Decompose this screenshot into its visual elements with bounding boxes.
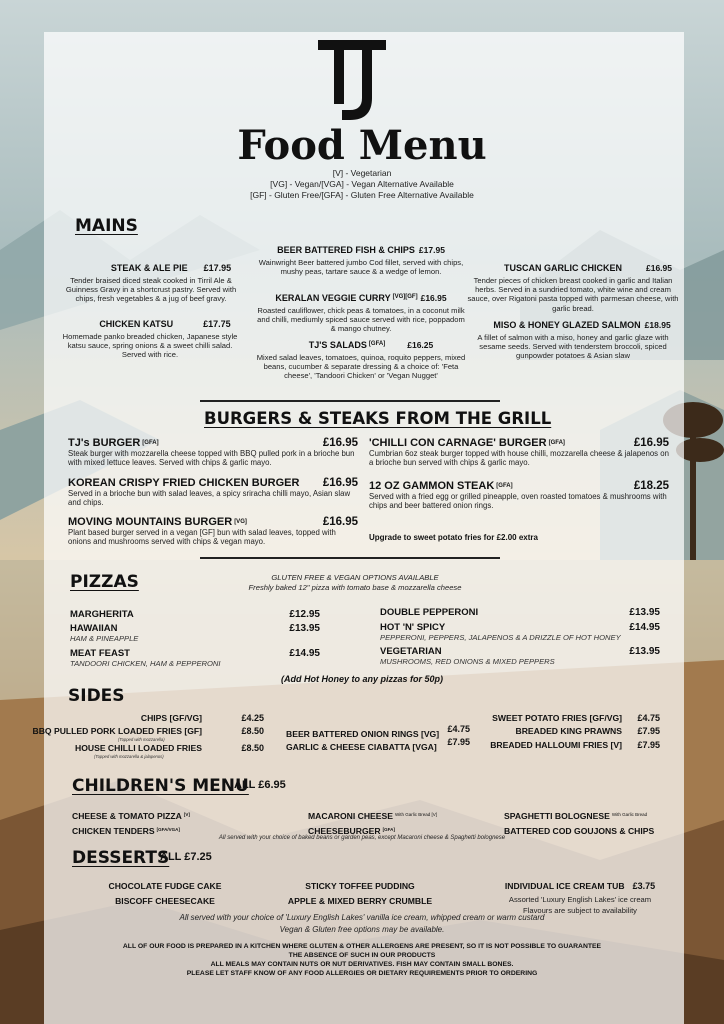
desserts-price: ALL £7.25 xyxy=(160,851,212,863)
menu-item: BEER BATTERED FISH & CHIPS £17.95 Wainwright Beer battered jumbo Cod fillet, served with chips, mushy peas, tartare sauce & a wedge of lemon. xyxy=(258,245,464,277)
menu-item: SPAGHETTI BOLOGNESE With Garlic Bread xyxy=(504,811,648,821)
pizzas-heading: PIZZAS xyxy=(70,572,139,592)
dietary-legend: [V] - Vegetarian [VG] - Vegan/[VGA] - Vegan Alternative Available [GF] - Gluten Free/[GFA] - Gluten Free Alternative Available xyxy=(250,168,474,200)
desserts-note: All served with your choice of 'Luxury English Lakes' vanilla ice cream, whipped cream or warm custard Vegan & Gluten free options may be available. xyxy=(179,913,545,934)
menu-item: MEAT FEAST £14.95 TANDOORI CHICKEN, HAM & PEPPERONI xyxy=(70,648,320,668)
menu-item: MARGHERITA £12.95 xyxy=(70,609,320,620)
grill-heading: BURGERS & STEAKS FROM THE GRILL xyxy=(204,409,552,428)
desserts-heading: DESSERTS xyxy=(72,848,170,868)
menu-item: CHICKEN KATSU £17.75 Homemade panko breaded chicken, Japanese style katsu sauce, spring onions & a sweet chilli salad. Served with rice. xyxy=(62,319,238,360)
divider xyxy=(200,557,500,559)
menu-item: HAWAIIAN £13.95 HAM & PINEAPPLE xyxy=(70,623,320,643)
menu-item: CHEESEBURGER [GFA] xyxy=(308,826,395,836)
sides-heading: SIDES xyxy=(68,686,125,706)
menu-item: 12 OZ GAMMON STEAK [GFA] £18.25 Served with a fried egg or grilled pineapple, oven roasted tomatoes & mushrooms with chips and beer battered onion rings. xyxy=(369,480,669,511)
menu-item: INDIVIDUAL ICE CREAM TUB £3.75 Assorted 'Luxury English Lakes' ice cream Flavours are subject to availability xyxy=(504,881,656,915)
menu-item: BEER BATTERED ONION RINGS [VG] £4.75 xyxy=(286,724,470,739)
tj-logo xyxy=(312,38,392,122)
menu-item: DOUBLE PEPPERONI £13.95 xyxy=(380,607,660,618)
childrens-note: All served with your choice of baked beans or garden peas, except Macaroni cheese & Spaghetti bolognese xyxy=(218,835,506,841)
menu-item: CHICKEN TENDERS [GFA/VGA] xyxy=(72,826,180,836)
menu-item: HOT 'N' SPICY £14.95 PEPPERONI, PEPPERS, JALAPENOS & A DRIZZLE OF HOT HONEY xyxy=(380,622,660,642)
menu-item: GARLIC & CHEESE CIABATTA [VGA] £7.95 xyxy=(286,737,470,752)
menu-item: APPLE & MIXED BERRY CRUMBLE xyxy=(287,896,433,906)
menu-item: KOREAN CRISPY FRIED CHICKEN BURGER £16.95 Served in a brioche bun with salad leaves, a spicy sriracha chilli mayo, Asian slaw and chips. xyxy=(68,477,358,508)
menu-item: MACARONI CHEESE With Garlic Bread [V] xyxy=(308,811,438,821)
menu-item: TJ's BURGER [GFA] £16.95 Steak burger with mozzarella cheese topped with BBQ pulled pork in a brioche bun with mixed lettuce leaves. Served with chips & garlic mayo. xyxy=(68,437,358,468)
menu-item: BISCOFF CHEESECAKE xyxy=(115,896,215,906)
menu-item: 'CHILLI CON CARNAGE' BURGER [GFA] £16.95 Cumbrian 6oz steak burger topped with house chilli, mozzarella cheese & jalapenos on a brioche bun served with chips & garlic mayo. xyxy=(369,437,669,468)
menu-item: TUSCAN GARLIC CHICKEN £16.95 Tender pieces of chicken breast cooked in garlic and Italian herbs. Served in a sundried tomato, white wine and cream sauce, over Rigatoni pasta topped with parmesan cheese, with garlic bread. xyxy=(467,263,679,313)
menu-item: STEAK & ALE PIE £17.95 Tender braised diced steak cooked in Tirril Ale & Guinness Gravy in a shortcrust pastry. Served with chips, fresh vegetables & a jug of beef gravy. xyxy=(65,263,237,304)
allergy-notice: ALL OF OUR FOOD IS PREPARED IN A KITCHEN WHERE GLUTEN & OTHER ALLERGENS ARE PRESENT, SO IT IS NOT POSSIBLE TO GUARANTEE THE ABSENCE OF SUCH IN OUR PRODUCTS ALL MEALS MAY CONTAIN NUTS OR NUT DERIVATIVES. FISH MAY CONTAIN SMALL BONES. PLEASE LET STAFF KNOW OF ANY FOOD ALLERGIES OR DIETARY REQUIREMENTS PRIOR TO ORDERING xyxy=(122,943,602,977)
menu-item: CHOCOLATE FUDGE CAKE xyxy=(108,881,222,891)
childrens-heading: CHILDREN'S MENU xyxy=(72,776,249,796)
menu-item: VEGETARIAN £13.95 MUSHROOMS, RED ONIONS & MIXED PEPPERS xyxy=(380,646,660,666)
divider xyxy=(200,400,500,402)
menu-item: KERALAN VEGGIE CURRY [VG][GF] £16.95 Roasted cauliflower, chick peas & tomatoes, in a coconut milk and chilli, mediumly spiced sauce served with rice, poppadom & mango chutney. xyxy=(257,293,465,334)
menu-title: Food Menu xyxy=(237,122,487,169)
menu-item: MOVING MOUNTAINS BURGER [VG] £16.95 Plant based burger served in a vegan [GF] bun with salad leaves, topped with onions and mushrooms served with chips & vegan mayo. xyxy=(68,516,358,547)
hot-honey-note: (Add Hot Honey to any pizzas for 50p) xyxy=(280,674,443,684)
childrens-price: ALL £6.95 xyxy=(234,779,286,791)
upgrade-note: Upgrade to sweet potato fries for £2.00 extra xyxy=(369,533,538,542)
menu-item: STICKY TOFFEE PUDDING xyxy=(305,881,415,891)
menu-item: BATTERED COD GOUJONS & CHIPS xyxy=(504,826,655,836)
menu-item: TJ'S SALADS [GFA] £16.25 Mixed salad leaves, tomatoes, quinoa, roquito peppers, mixed beans, cucumber & separate dressing & a choice of: 'Feta cheese', 'Tandoori Chicken' or 'Vegan Nugget' xyxy=(256,340,466,381)
menu-item: MISO & HONEY GLAZED SALMON £18.95 A fillet of salmon with a miso, honey and garlic glaze with sesame seeds. Served with tenderstem broccoli, spiced gunpowder potatoes & Asian slaw xyxy=(477,320,671,361)
mains-heading: MAINS xyxy=(75,216,138,236)
pizza-notes: GLUTEN FREE & VEGAN OPTIONS AVAILABLE Freshly baked 12" pizza with tomato base & mozzarella cheese xyxy=(248,573,462,592)
menu-item: CHEESE & TOMATO PIZZA [V] xyxy=(72,811,190,821)
